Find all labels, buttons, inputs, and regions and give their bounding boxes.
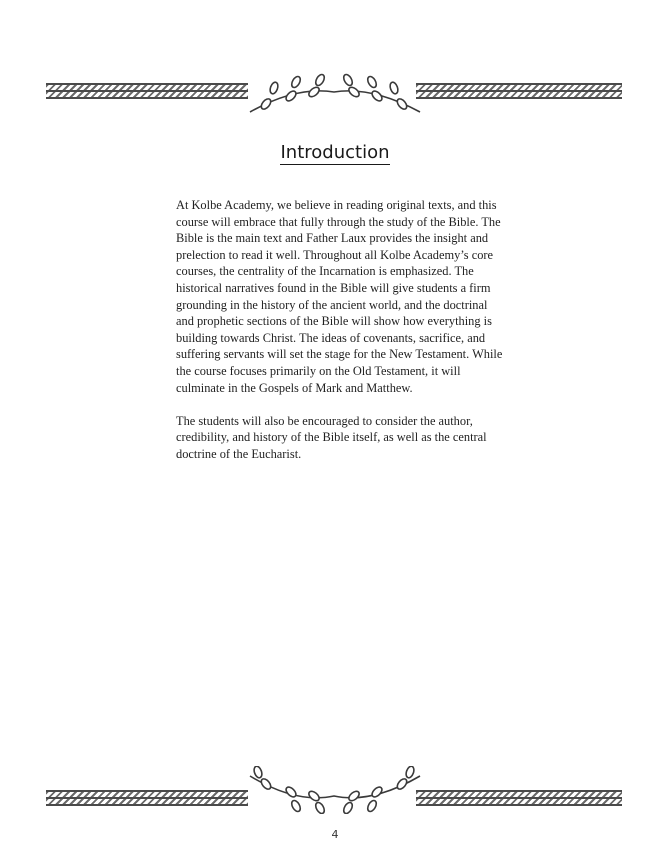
top-border-right	[416, 83, 622, 99]
paragraph-2: The students will also be encouraged to consider the author, credibility, and history of the Bible itself, as well as the central doctrine of the Eucharist.	[176, 413, 487, 461]
bottom-border-right	[416, 790, 622, 806]
paragraph-1: At Kolbe Academy, we believe in reading original texts, and this course will embrace that fully through the study of the Bible. The Bible is the main text and Father Laux provides the insight and prelection to read it well. Throughout all Kolbe Academy’s core courses, the centrality of the Incarnation is emphasized. The historical narratives found in the Bible will give students a firm grounding in the history of the ancient world, and the doctrinal and prophetic sections of the Bible will show how everything is building towards Christ. The ideas of covenants, sacrifice, and suffering servants will set the stage for the New Testament. While the course focuses primarily on the Old Testament, it will culminate in the Gospels of Mark and Matthew.	[176, 198, 503, 395]
page-number: 4	[331, 828, 339, 841]
page-title	[0, 142, 670, 163]
introduction-body	[176, 197, 506, 479]
page-title-text: Introduction	[280, 142, 390, 163]
top-border-left	[46, 83, 248, 99]
top-laurel-vine-icon	[236, 72, 432, 124]
bottom-laurel-vine-icon	[236, 766, 432, 814]
bottom-border-left	[46, 790, 248, 806]
